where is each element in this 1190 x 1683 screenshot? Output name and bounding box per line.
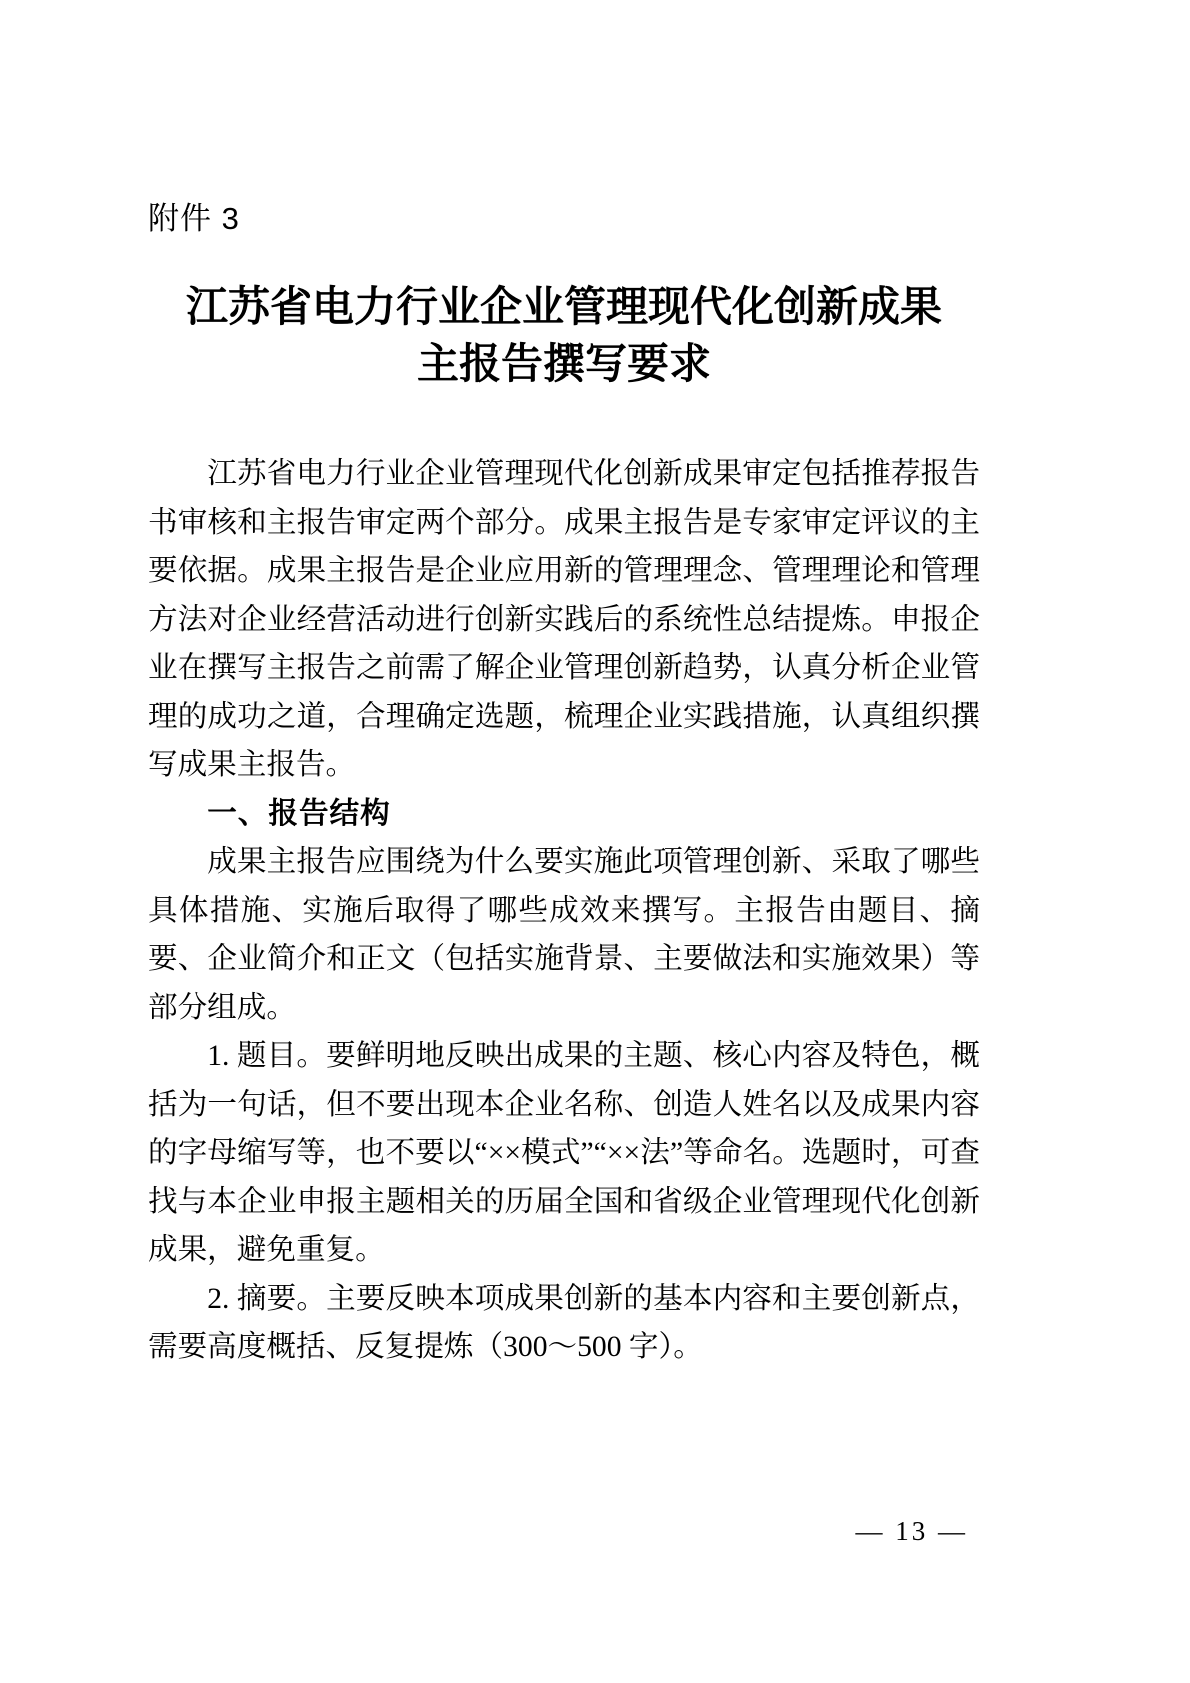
section-overview-paragraph: 成果主报告应围绕为什么要实施此项管理创新、采取了哪些具体措施、实施后取得了哪些成效来撰写。主报告由题目、摘要、企业简介和正文（包括实施背景、主要做法和实施效果）等部分组成。 <box>148 846 980 1024</box>
item-paragraph-title: 1. 题目。要鲜明地反映出成果的主题、核心内容及特色，概括为一句话，但不要出现本企业名称、创造人姓名以及成果内容的字母缩写等，也不要以“××模式”“××法”等命名。选题时，可查找与本企业申报主题相关的历届全国和省级企业管理现代化创新成果，避免重复。 <box>148 1040 980 1266</box>
intro-paragraph: 江苏省电力行业企业管理现代化创新成果审定包括推荐报告书审核和主报告审定两个部分。成果主报告是专家审定评议的主要依据。成果主报告是企业应用新的管理理念、管理理论和管理方法对企业经营活动进行创新实践后的系统性总结提炼。申报企业在撰写主报告之前需了解企业管理创新趋势，认真分析企业管理的成功之道，合理确定选题，梳理企业实践措施，认真组织撰写成果主报告。 <box>148 458 980 781</box>
document-title-line-2: 主报告撰写要求 <box>416 342 711 388</box>
section-heading-report-structure: 一、报告结构 <box>207 796 391 830</box>
document-body <box>148 450 980 1372</box>
page-number: — 13 — <box>855 1516 968 1546</box>
item-paragraph-abstract: 2. 摘要。主要反映本项成果创新的基本内容和主要创新点，需要高度概括、反复提炼（300～500 字）。 <box>148 1282 980 1363</box>
document-title-line-1: 江苏省电力行业企业管理现代化创新成果 <box>185 285 942 331</box>
attachment-label: 附件 3 <box>148 201 240 236</box>
document-title <box>148 280 980 394</box>
